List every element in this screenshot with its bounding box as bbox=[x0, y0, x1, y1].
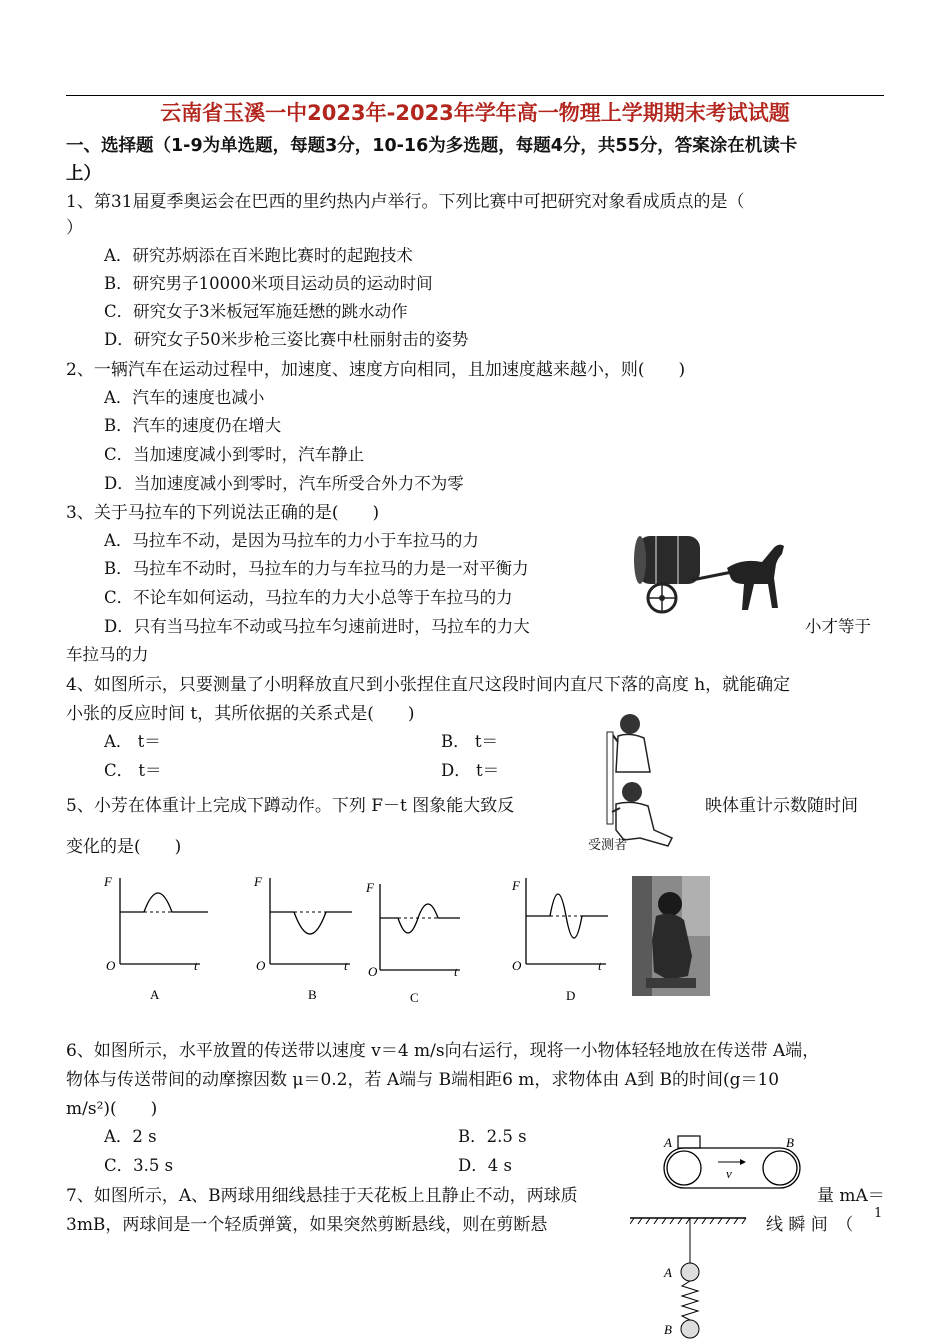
q2-option-a: A．汽车的速度也减小 bbox=[104, 388, 265, 407]
q6-option-a: A．2 s bbox=[104, 1127, 157, 1146]
q1-option-a: A．研究苏炳添在百米跑比赛时的起跑技术 bbox=[104, 246, 413, 265]
horse-cart-illustration bbox=[632, 528, 800, 616]
hanging-spring-diagram bbox=[630, 1214, 750, 1342]
q1-option-d: D．研究女子50米步枪三姿比赛中杜丽射击的姿势 bbox=[104, 330, 469, 349]
q5-stem-cont: 映体重计示数随时间 bbox=[705, 796, 858, 816]
graph-d-origin: O bbox=[512, 958, 522, 973]
q7-stem: 7、如图所示，A、B两球用细线悬挂于天花板上且静止不动，两球质 bbox=[66, 1186, 578, 1206]
graph-c bbox=[360, 878, 470, 1008]
q6-stem-cont: 物体与传送带间的动摩擦因数 μ＝0.2，若 A端与 B端相距6 m，求物体由 A到 B的时间(g＝10 bbox=[66, 1070, 780, 1090]
q6-option-b: B．2.5 s bbox=[458, 1127, 527, 1146]
graph-b-label: B bbox=[308, 987, 317, 1002]
conveyor-belt-diagram bbox=[656, 1130, 806, 1196]
q1-option-c: C．研究女子3米板冠军施廷懋的跳水动作 bbox=[104, 302, 408, 321]
q3-option-d: D．只有当马拉车不动或马拉车匀速前进时，马拉车的力大 bbox=[104, 617, 530, 636]
section-heading-line1: 一、选择题（1-9为单选题，每题3分，10-16为多选题，每题4分，共55分，答案涂在机读卡 bbox=[66, 136, 798, 156]
q6-option-d: D．4 s bbox=[458, 1156, 512, 1175]
graph-c-origin: O bbox=[368, 964, 378, 979]
q7-stem-line2-end: 线 瞬 间 （ bbox=[766, 1215, 854, 1235]
page-title: 云南省玉溪一中2023年-2023年学年高一物理上学期期末考试试题 bbox=[160, 101, 790, 125]
graph-a-origin: O bbox=[106, 958, 116, 973]
conveyor-label-a: A bbox=[664, 1135, 672, 1150]
q3-option-d-end: 车拉马的力 bbox=[66, 645, 149, 664]
ruler-test-illustration bbox=[588, 712, 688, 852]
q3-option-a: A．马拉车不动，是因为马拉车的力小于车拉马的力 bbox=[104, 531, 479, 550]
q7-stem-line2: 3mB，两球间是一个轻质弹簧，如果突然剪断悬线，则在剪断悬 bbox=[66, 1215, 548, 1235]
graph-b-x-label: t bbox=[344, 958, 348, 973]
graph-d bbox=[504, 872, 614, 1002]
q4-stem: 4、如图所示，只要测量了小明释放直尺到小张捏住直尺这段时间内直尺下落的高度 h，就能确定 bbox=[66, 675, 791, 695]
q4-option-d: D． t＝ bbox=[441, 761, 500, 780]
graph-a-label: A bbox=[150, 987, 160, 1002]
q1-stem-end: ） bbox=[66, 218, 83, 238]
graph-d-x-label: t bbox=[598, 958, 602, 973]
q1-stem: 1、第31届夏季奥运会在巴西的里约热内卢举行。下列比赛中可把研究对象看成质点的是（ bbox=[66, 192, 745, 212]
page-number: 1 bbox=[874, 1206, 883, 1221]
spring-label-b: B bbox=[664, 1322, 672, 1337]
q2-option-c: C．当加速度减小到零时，汽车静止 bbox=[104, 445, 365, 464]
q6-stem: 6、如图所示，水平放置的传送带以速度 v＝4 m/s向右运行，现将一小物体轻轻地放在传送带 A端， bbox=[66, 1041, 820, 1061]
graph-c-label: C bbox=[410, 990, 419, 1005]
q3-option-b: B．马拉车不动时，马拉车的力与车拉马的力是一对平衡力 bbox=[104, 559, 529, 578]
conveyor-velocity-label: v bbox=[726, 1166, 732, 1181]
q4-option-c: C． t＝ bbox=[104, 761, 162, 780]
graph-a bbox=[100, 872, 210, 1002]
q2-option-d: D．当加速度减小到零时，汽车所受合外力不为零 bbox=[104, 474, 464, 493]
conveyor-label-b: B bbox=[786, 1135, 794, 1150]
header-rule bbox=[66, 95, 884, 96]
q3-stem: 3、关于马拉车的下列说法正确的是( ) bbox=[66, 503, 380, 523]
graph-d-label: D bbox=[566, 988, 576, 1002]
q1-option-b: B．研究男子10000米项目运动员的运动时间 bbox=[104, 274, 433, 293]
q2-stem: 2、一辆汽车在运动过程中，加速度、速度方向相同，且加速度越来越小，则( ) bbox=[66, 360, 686, 380]
q3-option-d-cont: 小才等于 bbox=[805, 617, 871, 636]
section-heading-line2: 上） bbox=[66, 164, 101, 184]
graph-c-x-label: t bbox=[454, 964, 458, 979]
q7-stem-cont: 量 mA＝ bbox=[817, 1186, 885, 1206]
q2-option-b: B．汽车的速度仍在增大 bbox=[104, 416, 282, 435]
q4-option-a: A． t＝ bbox=[104, 732, 161, 751]
ruler-test-caption: 受测者 bbox=[588, 837, 628, 852]
squat-photo bbox=[632, 876, 710, 996]
graph-a-x-label: t bbox=[194, 958, 198, 973]
q4-option-b: B． t＝ bbox=[441, 732, 499, 751]
q3-option-c: C．不论车如何运动，马拉车的力大小总等于车拉马的力 bbox=[104, 588, 513, 607]
graph-d-y-label: F bbox=[512, 878, 520, 893]
graph-b-y-label: F bbox=[254, 874, 262, 889]
graph-a-y-label: F bbox=[104, 874, 112, 889]
q6-stem-end: m/s²)( ) bbox=[66, 1099, 158, 1119]
graph-b bbox=[250, 872, 360, 1002]
q4-stem-cont: 小张的反应时间 t，其所依据的关系式是( ) bbox=[66, 704, 415, 724]
q5-stem-end: 变化的是( ) bbox=[66, 837, 182, 857]
spring-label-a: A bbox=[664, 1265, 672, 1280]
q6-option-c: C．3.5 s bbox=[104, 1156, 174, 1175]
graph-c-y-label: F bbox=[366, 880, 374, 895]
q5-stem: 5、小芳在体重计上完成下蹲动作。下列 F－t 图象能大致反 bbox=[66, 796, 515, 816]
graph-b-origin: O bbox=[256, 958, 266, 973]
